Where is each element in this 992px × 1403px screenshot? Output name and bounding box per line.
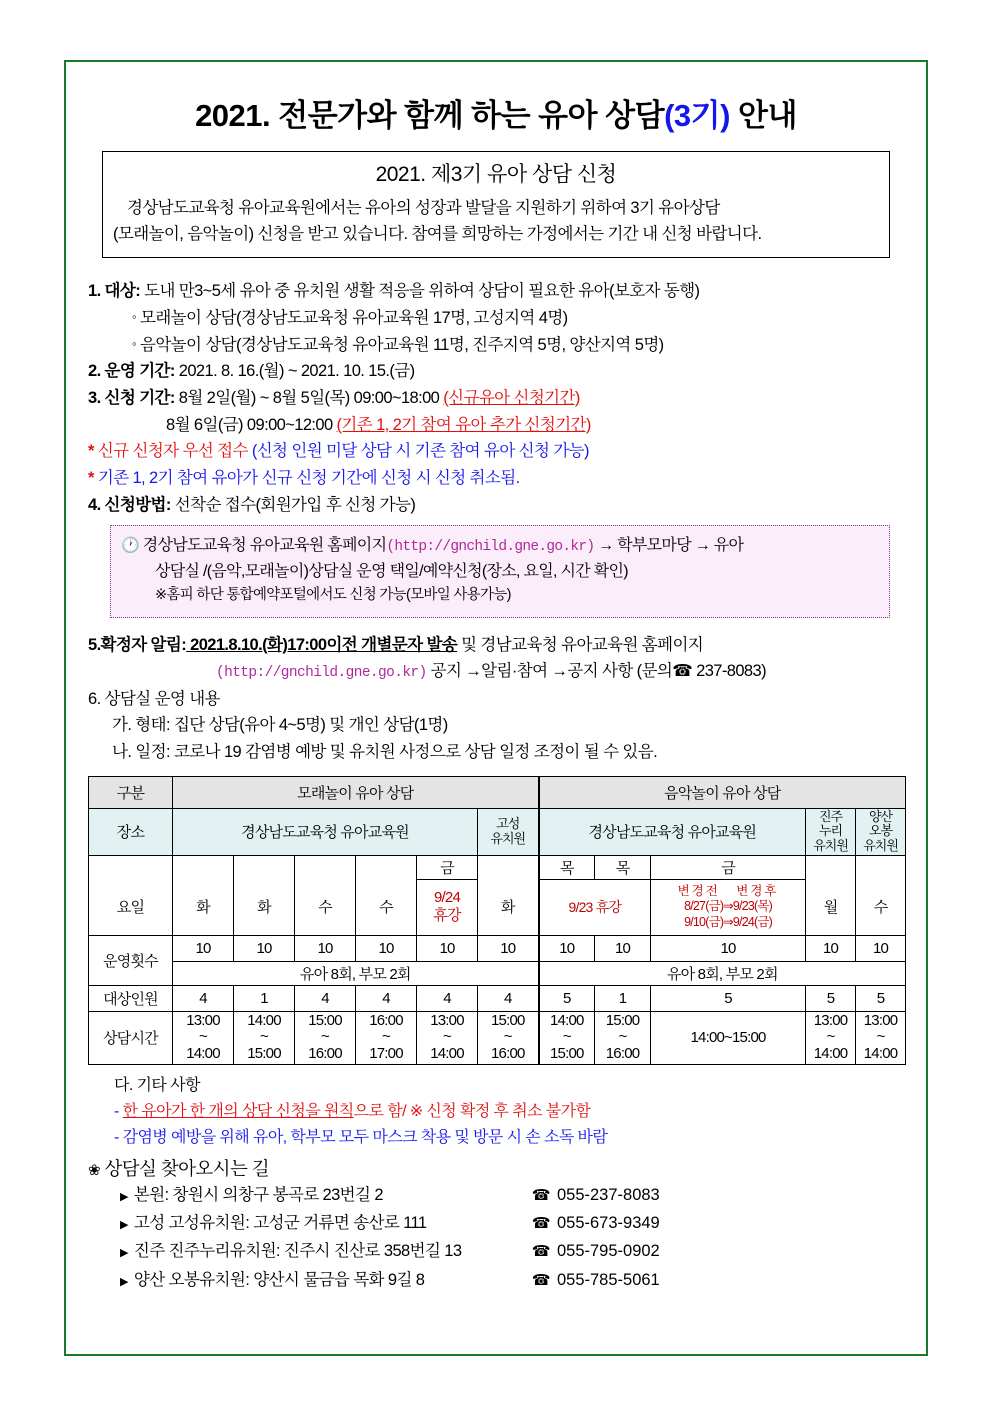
- star-icon: *: [88, 469, 94, 488]
- target-col10: 5: [806, 985, 856, 1011]
- section-6-heading: 6. 상담실 운영 내용: [88, 689, 220, 708]
- item-3-text: 8월 2일(월) ~ 8월 5일(목) 09:00~18:00: [174, 389, 444, 407]
- time-col5: [417, 1011, 478, 1064]
- item-3-highlight: (신규유아 신청기간): [443, 389, 580, 407]
- bullet-icon: ◦: [132, 335, 137, 351]
- section-6-c: 다. 기타 사항: [114, 1076, 200, 1094]
- phone-number: 055-785-5061: [556, 1270, 660, 1289]
- list-item-4: [88, 492, 904, 519]
- notice-url[interactable]: (http://gnchild.gne.go.kr): [216, 665, 427, 682]
- time-col3: [295, 1011, 356, 1064]
- address-row-4: [88, 1266, 904, 1294]
- count-col2: 10: [234, 935, 295, 961]
- count-col1: 10: [173, 935, 234, 961]
- count-col8: 10: [595, 935, 651, 961]
- notice-5-line-1: [88, 632, 904, 659]
- target-col3: 4: [295, 985, 356, 1011]
- bottom-notes: [88, 1073, 904, 1151]
- announcement-list: [88, 278, 904, 518]
- time-col6: [478, 1011, 539, 1064]
- bottom-note-2: [88, 1125, 904, 1151]
- time-tilde: ~: [503, 1028, 512, 1046]
- find-us-heading: 상담실 찾아오시는 길: [104, 1157, 270, 1179]
- th-sand-group: 모래놀이 유아 상담: [173, 776, 539, 808]
- change-heading: [652, 884, 804, 900]
- time-end: 15:00: [247, 1045, 281, 1063]
- item-1-text: 도내 만3~5세 유아 중 유치원 생활 적응을 위하여 상담이 필요한 유아(보호자 동행): [140, 282, 700, 301]
- time-col8: [595, 1011, 651, 1064]
- count-col10: 10: [806, 935, 856, 961]
- phone-icon: ☎: [531, 1215, 550, 1233]
- place-music-main: 경상남도교육청 유아교육원: [539, 808, 806, 855]
- table-row-day: [89, 879, 906, 935]
- table-row-count: [89, 935, 906, 961]
- section-6-b: 나. 일정: 코로나 19 감염병 예방 및 유치원 사정으로 상담 일정 조정이 될 수 있음.: [112, 743, 658, 762]
- list-item-1: [88, 278, 904, 305]
- item-2-text: 2021. 8. 16.(월) ~ 2021. 10. 15.(금): [174, 362, 415, 381]
- time-start: 13:00: [813, 1011, 848, 1029]
- change-line-1: 8/27(금)⇒9/23(목): [684, 899, 773, 914]
- target-col7: 5: [539, 985, 595, 1011]
- method-row-1-text: 경상남도교육청 유아교육원 홈페이지: [142, 536, 387, 554]
- time-tilde: ~: [876, 1028, 885, 1046]
- star-icon: *: [88, 442, 94, 461]
- method-row-1: [121, 533, 879, 559]
- notice-5-rest: 및 경남교육청 유아교육원 홈페이지: [457, 635, 704, 654]
- list-item-2: [88, 358, 904, 385]
- time-col7: [539, 1011, 595, 1064]
- target-col11: 5: [856, 985, 906, 1011]
- address-row-1: [88, 1181, 904, 1209]
- notice-5-underlined: 2021.8.10.(화)17:00이전 개별문자 발송: [186, 635, 458, 654]
- count-col4: 10: [356, 935, 417, 961]
- find-us-heading-row: [88, 1155, 904, 1181]
- day-col11: 수: [856, 879, 906, 935]
- day-top-col7: 목: [539, 855, 595, 879]
- star-note-1-red: 신규 신청자 우선 접수: [97, 442, 252, 461]
- phone-icon: ☎: [531, 1186, 550, 1204]
- table-row-target: [89, 985, 906, 1011]
- phone-icon: ☎: [531, 1243, 550, 1261]
- phone-number: 055-795-0902: [556, 1242, 660, 1261]
- row-label-count: 운영횟수: [89, 935, 173, 985]
- day-col4: 수: [356, 879, 417, 935]
- phone-icon: ☎: [531, 1271, 550, 1289]
- day-col5-note: [417, 879, 478, 935]
- time-col9: 14:00~15:00: [651, 1011, 806, 1064]
- time-end: 16:00: [308, 1045, 342, 1063]
- time-start: 13:00: [863, 1011, 898, 1029]
- intro-heading: 2021. 제3기 유아 상담 신청: [375, 163, 617, 186]
- target-col6: 4: [478, 985, 539, 1011]
- item-1-sub-1: [88, 305, 904, 332]
- time-start: 15:00: [605, 1011, 640, 1029]
- note-1-tail: 신청 확정 후 취소 불가함: [422, 1102, 591, 1120]
- music-change-note: [651, 879, 806, 935]
- item-1-sub-1-text: 모래놀이 상담(경상남도교육청 유아교육원 17명, 고성지역 4명): [140, 308, 568, 327]
- time-end: 16:00: [491, 1045, 525, 1063]
- item-3-label: 3. 신청 기간:: [88, 389, 175, 407]
- schedule-table: [88, 776, 906, 1065]
- method-row-1-tail: → 학부모마당 → 유아: [594, 536, 744, 554]
- item-3-line-2-highlight: (기존 1, 2기 참여 유아 추가 신청기간): [336, 415, 591, 434]
- time-end: 14:00: [813, 1045, 848, 1063]
- time-end: 15:00: [550, 1045, 584, 1063]
- time-start: 14:00: [550, 1011, 584, 1029]
- list-item-3: [88, 385, 904, 412]
- bullet-icon: ◦: [132, 308, 137, 324]
- time-tilde: ~: [199, 1028, 207, 1046]
- item-1-sub-2-text: 음악놀이 상담(경상남도교육청 유아교육원 11명, 진주지역 5명, 양산지역 5명): [140, 335, 664, 354]
- phone-number: 055-237-8083: [556, 1185, 660, 1204]
- address-row-3: [88, 1237, 904, 1265]
- place-goseong: 고성 유치원: [478, 808, 539, 855]
- target-col5: 4: [417, 985, 478, 1011]
- col5-note-line2: 휴강: [433, 907, 461, 925]
- clock-icon: 🕐: [121, 536, 139, 554]
- target-col2: 1: [234, 985, 295, 1011]
- star-note-2: [88, 465, 904, 492]
- notice-5-line-2-rest: 공지 →알림·참여 →공지 사항 (문의☎ 237-8083): [426, 662, 766, 681]
- application-method-box: [110, 525, 890, 618]
- time-tilde: ~: [321, 1028, 329, 1046]
- time-start: 16:00: [369, 1011, 403, 1029]
- th-music-group: 음악놀이 유아 상담: [539, 776, 906, 808]
- target-col1: 4: [173, 985, 234, 1011]
- time-tilde: ~: [260, 1028, 268, 1046]
- flower-icon: ❀: [88, 1161, 100, 1179]
- day-col3: 수: [295, 879, 356, 935]
- row-label-day: 요일: [89, 879, 173, 935]
- change-line-2: 9/10(금)⇒9/24(금): [684, 914, 773, 929]
- time-end: 14:00: [863, 1045, 898, 1063]
- time-tilde: ~: [443, 1028, 451, 1046]
- item-4-text: 선착순 접수(회원가입 후 신청 가능): [170, 495, 416, 514]
- change-block: [652, 884, 804, 931]
- intro-body: [113, 196, 879, 247]
- section-6-a: 가. 형태: 집단 상담(유아 4~5명) 및 개인 상담(1명): [112, 716, 448, 735]
- time-col2: [234, 1011, 295, 1064]
- change-after-label: 변경후: [736, 883, 779, 898]
- time-tilde: ~: [618, 1028, 627, 1046]
- count-col3: 10: [295, 935, 356, 961]
- row-label-place: 장소: [89, 808, 173, 855]
- address-text: 양산 오봉유치원: 양산시 물금읍 목화 9길 8: [133, 1270, 425, 1289]
- time-start: 14:00: [247, 1011, 281, 1029]
- day-top-col8: 목: [595, 855, 651, 879]
- day-col10: 월: [806, 879, 856, 935]
- time-end: 14:00: [430, 1045, 464, 1063]
- target-col8: 1: [595, 985, 651, 1011]
- address-text: 진주 진주누리유치원: 진주시 진산로 358번길 13: [133, 1242, 462, 1261]
- day-col6: 화: [478, 879, 539, 935]
- address-row-2: [88, 1209, 904, 1237]
- asterisk-icon: ※: [409, 1102, 423, 1120]
- star-note-2-text: 기존 1, 2기 참여 유아가 신규 신청 기간에 신청 시 신청 취소됨.: [97, 469, 520, 488]
- time-col11: [856, 1011, 906, 1064]
- time-start: 15:00: [491, 1011, 525, 1029]
- th-gubun: 구분: [89, 776, 173, 808]
- page-title-accent: (3기): [664, 98, 730, 133]
- count-col9: 10: [651, 935, 806, 961]
- method-row-2: 상담실 /(음악,모래놀이)상담실 운영 택일/예약신청(장소, 요일, 시간 확인): [155, 562, 628, 580]
- note-1-underlined: 한 유아가 한 개의 상담 신청을 원칙: [122, 1102, 354, 1120]
- phone-number: 055-673-9349: [556, 1214, 660, 1233]
- note-1-rest: 으로 함/: [353, 1102, 410, 1120]
- triangle-icon: ▶: [120, 1190, 128, 1203]
- change-before-label: 변경전: [677, 883, 720, 898]
- table-row-time: [89, 1011, 906, 1064]
- time-col10: [806, 1011, 856, 1064]
- count-col11: 10: [856, 935, 906, 961]
- method-row-3: ※홈피 하단 통합예약포털에서도 신청 가능(모바일 사용가능): [155, 587, 511, 604]
- notice-5-line-2: [88, 658, 904, 685]
- count-col5: 10: [417, 935, 478, 961]
- page-title: [88, 90, 904, 135]
- place-jinju: 진주 누리 유치원: [806, 808, 856, 855]
- address-text: 고성 고성유치원: 고성군 거류면 송산로 111: [133, 1214, 427, 1233]
- homepage-url[interactable]: (http://gnchild.gne.go.kr): [386, 538, 595, 555]
- intro-line-2: (모래놀이, 음악놀이) 신청을 받고 있습니다. 참여를 희망하는 가정에서는 기간 내 신청 바랍니다.: [113, 224, 762, 243]
- item-3-line-2-text: 8월 6일(금) 09:00~12:00: [166, 415, 337, 434]
- document-page: [64, 60, 928, 1356]
- count-col6: 10: [478, 935, 539, 961]
- time-tilde: ~: [826, 1028, 835, 1046]
- item-1-label: 1. 대상:: [88, 282, 141, 301]
- count-note-sand: 유아 8회, 부모 2회: [173, 961, 539, 985]
- target-col9: 5: [651, 985, 806, 1011]
- notice-5-label: 5.확정자 알림:: [88, 635, 187, 654]
- star-note-1: [88, 438, 904, 465]
- row-label-time: 상담시간: [89, 1011, 173, 1064]
- time-tilde: ~: [562, 1028, 571, 1046]
- item-1-sub-2: [88, 332, 904, 359]
- day-top-col9: 금: [651, 855, 806, 879]
- music-holiday-note: 9/23 휴강: [539, 879, 651, 935]
- page-title-suffix: 안내: [729, 98, 797, 133]
- item-4-label: 4. 신청방법:: [88, 495, 171, 514]
- table-row-count-note: [89, 961, 906, 985]
- day-col1: 화: [173, 879, 234, 935]
- table-header-row-place: [89, 808, 906, 855]
- note-2-text: 감염병 예방을 위해 유아, 학부모 모두 마스크 착용 및 방문 시 손 소독 바람: [122, 1128, 608, 1146]
- time-start: 15:00: [308, 1011, 342, 1029]
- time-start: 13:00: [186, 1011, 220, 1029]
- list-item-3-line-2: [88, 412, 904, 439]
- table-day-subheader: [89, 855, 906, 879]
- col5-note-line1: 9/24: [434, 889, 460, 907]
- time-end: 16:00: [605, 1045, 640, 1063]
- time-end: 14:00: [186, 1045, 220, 1063]
- time-col1: [173, 1011, 234, 1064]
- row-label-target: 대상인원: [89, 985, 173, 1011]
- triangle-icon: ▶: [120, 1247, 128, 1260]
- dash-1: -: [114, 1102, 119, 1120]
- bottom-note-1: [88, 1099, 904, 1125]
- address-text: 본원: 창원시 의창구 봉곡로 23번길 2: [133, 1185, 383, 1204]
- notice-5: [88, 632, 904, 766]
- time-col4: [356, 1011, 417, 1064]
- count-col7: 10: [539, 935, 595, 961]
- triangle-icon: ▶: [120, 1275, 128, 1288]
- place-sand-main: 경상남도교육청 유아교육원: [173, 808, 478, 855]
- page-title-prefix: 2021. 전문가와 함께 하는 유아 상담: [195, 98, 665, 133]
- count-note-music: 유아 8회, 부모 2회: [539, 961, 906, 985]
- place-yangsan: 양산 오봉 유치원: [856, 808, 906, 855]
- table-header-row-1: [89, 776, 906, 808]
- item-2-label: 2. 운영 기간:: [88, 362, 175, 381]
- time-tilde: ~: [382, 1028, 390, 1046]
- intro-box: [102, 151, 890, 258]
- triangle-icon: ▶: [120, 1219, 128, 1232]
- star-note-1-blue: (신청 인원 미달 상담 시 기존 참여 유아 신청 가능): [251, 442, 589, 461]
- day-col2: 화: [234, 879, 295, 935]
- time-start: 13:00: [430, 1011, 464, 1029]
- day-top-col5: 금: [417, 855, 478, 879]
- time-end: 17:00: [369, 1045, 403, 1063]
- dash-2: -: [114, 1128, 119, 1146]
- target-col4: 4: [356, 985, 417, 1011]
- intro-line-1: 경상남도교육청 유아교육원에서는 유아의 성장과 발달을 지원하기 위하여 3기 유아상담: [127, 199, 720, 217]
